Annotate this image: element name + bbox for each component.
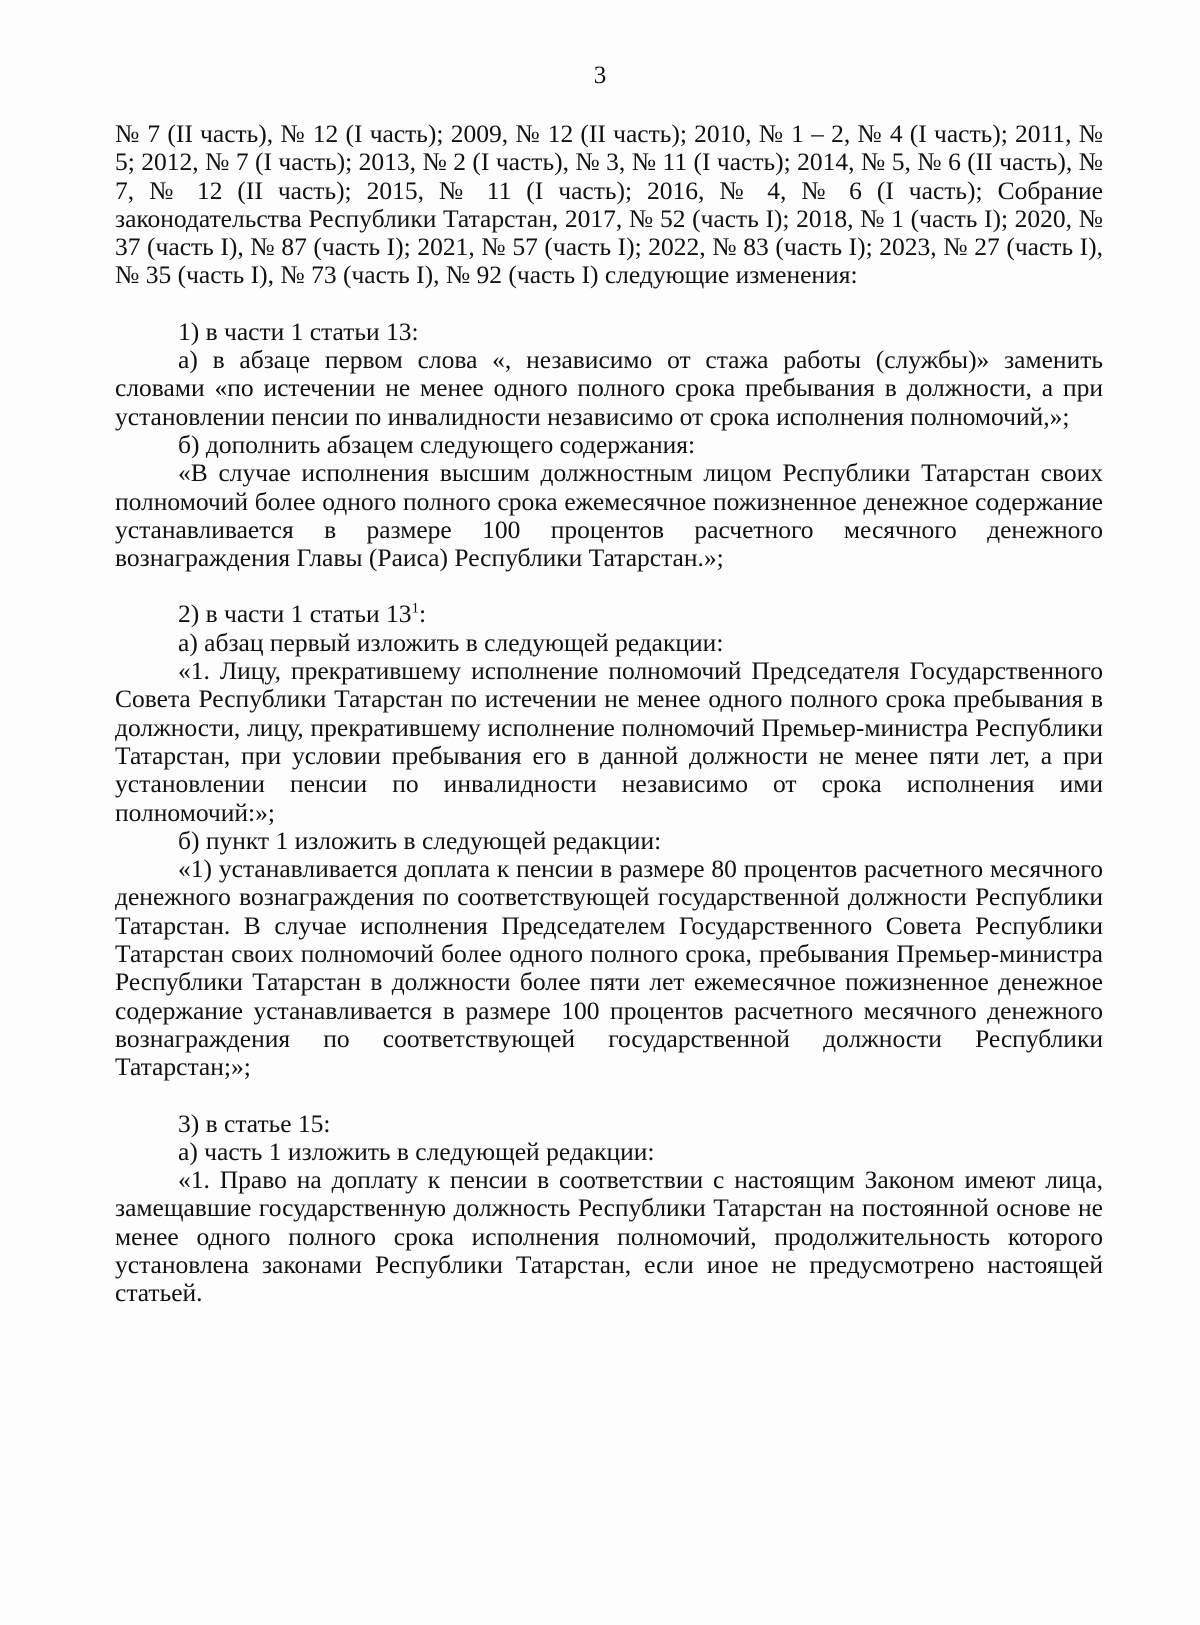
opening-paragraph: № 7 (II часть), № 12 (I часть); 2009, № 12 (II часть); 2010, № 1 – 2, № 4 (I часть); 2011, № 5; 2012, № 7 (I часть); 2013, № 2 (I часть), № 3, № 11 (I часть); 2014, № 5, № 6 (II часть), № 7, № 12 (II часть); 2015, № 11 (I часть); 2016, № 4, № 6 (I часть); Собрание законодательства Республики Татарстан, 2017, № 52 (часть I); 2018, № 1 (часть I); 2020, № 37 (часть I), № 87 (часть I); 2021, № 57 (часть I); 2022, № 83 (часть I); 2023, № 27 (часть I), № 35 (часть I), № 73 (часть I), № 92 (часть I) следующие изменения: bbox=[115, 119, 1103, 290]
item3-subitem-a: а) часть 1 изложить в следующей редакции: bbox=[178, 1136, 655, 1166]
paragraph-gap bbox=[115, 1082, 1103, 1110]
item1-quote: «В случае исполнения высшим должностным лицом Республики Татарстан своих полномочий более одного полного срока ежемесячное пожизненное денежное содержание устанавливается в размере 100 процентов расчетного месячного денежного вознаграждения Главы (Раиса) Республики Татарстан.»; bbox=[115, 458, 1103, 573]
item2-heading-text: 2) в части 1 статьи 13 bbox=[178, 599, 412, 629]
paragraph-gap bbox=[115, 572, 1103, 600]
paragraph-gap bbox=[115, 290, 1103, 318]
item3-heading: 3) в статье 15: bbox=[178, 1108, 331, 1138]
item2-subitem-b: б) пункт 1 изложить в следующей редакции: bbox=[178, 825, 662, 855]
document-body bbox=[115, 120, 1103, 1308]
page-number: 3 bbox=[593, 62, 607, 89]
item3-quote: «1. Право на доплату к пенсии в соответствии с настоящим Законом имеют лица, замещавшие государственную должность Республики Татарстан на постоянной основе не менее одного полного срока исполнения полномочий, продолжительность которого установлена законами Республики Татарстан, если иное не предусмотрено настоящей статьей. bbox=[115, 1165, 1103, 1308]
item2-heading-superscript: 1 bbox=[411, 600, 420, 617]
item1-subitem-a: а) в абзаце первом слова «, независимо от стажа работы (службы)» заменить словами «по истечении не менее одного полного срока пребывания в должности, а при установлении пенсии по инвалидности независимо от срока исполнения полномочий,»; bbox=[115, 345, 1103, 431]
item2-quote-a: «1. Лицу, прекратившему исполнение полномочий Председателя Государственного Совета Республики Татарстан по истечении не менее одного полного срока пребывания в должности, лицу, прекратившему исполнение полномочий Премьер-министра Республики Татарстан, при условии пребывания его в данной должности не менее пяти лет, а при установлении пенсии по инвалидности независимо от срока исполнения ими полномочий:»; bbox=[115, 656, 1103, 827]
item2-heading-colon: : bbox=[419, 599, 427, 629]
item2-quote-b: «1) устанавливается доплата к пенсии в размере 80 процентов расчетного месячного денежного вознаграждения по соответствующей государственной должности Республики Татарстан. В случае исполнения Председателем Государственного Совета Республики Татарстан своих полномочий более одного полного срока, пребывания Премьер-министра Республики Татарстан в должности более пяти лет ежемесячное пожизненное денежное содержание устанавливается в размере 100 процентов расчетного месячного денежного вознаграждения по соответствующей государственной должности Республики Татарстан;»; bbox=[115, 854, 1103, 1082]
item1-subitem-b: б) дополнить абзацем следующего содержания: bbox=[178, 429, 696, 459]
item1-heading: 1) в части 1 статьи 13: bbox=[178, 316, 419, 346]
item2-subitem-a: а) абзац первый изложить в следующей редакции: bbox=[178, 627, 724, 657]
item2-heading bbox=[115, 600, 1103, 628]
